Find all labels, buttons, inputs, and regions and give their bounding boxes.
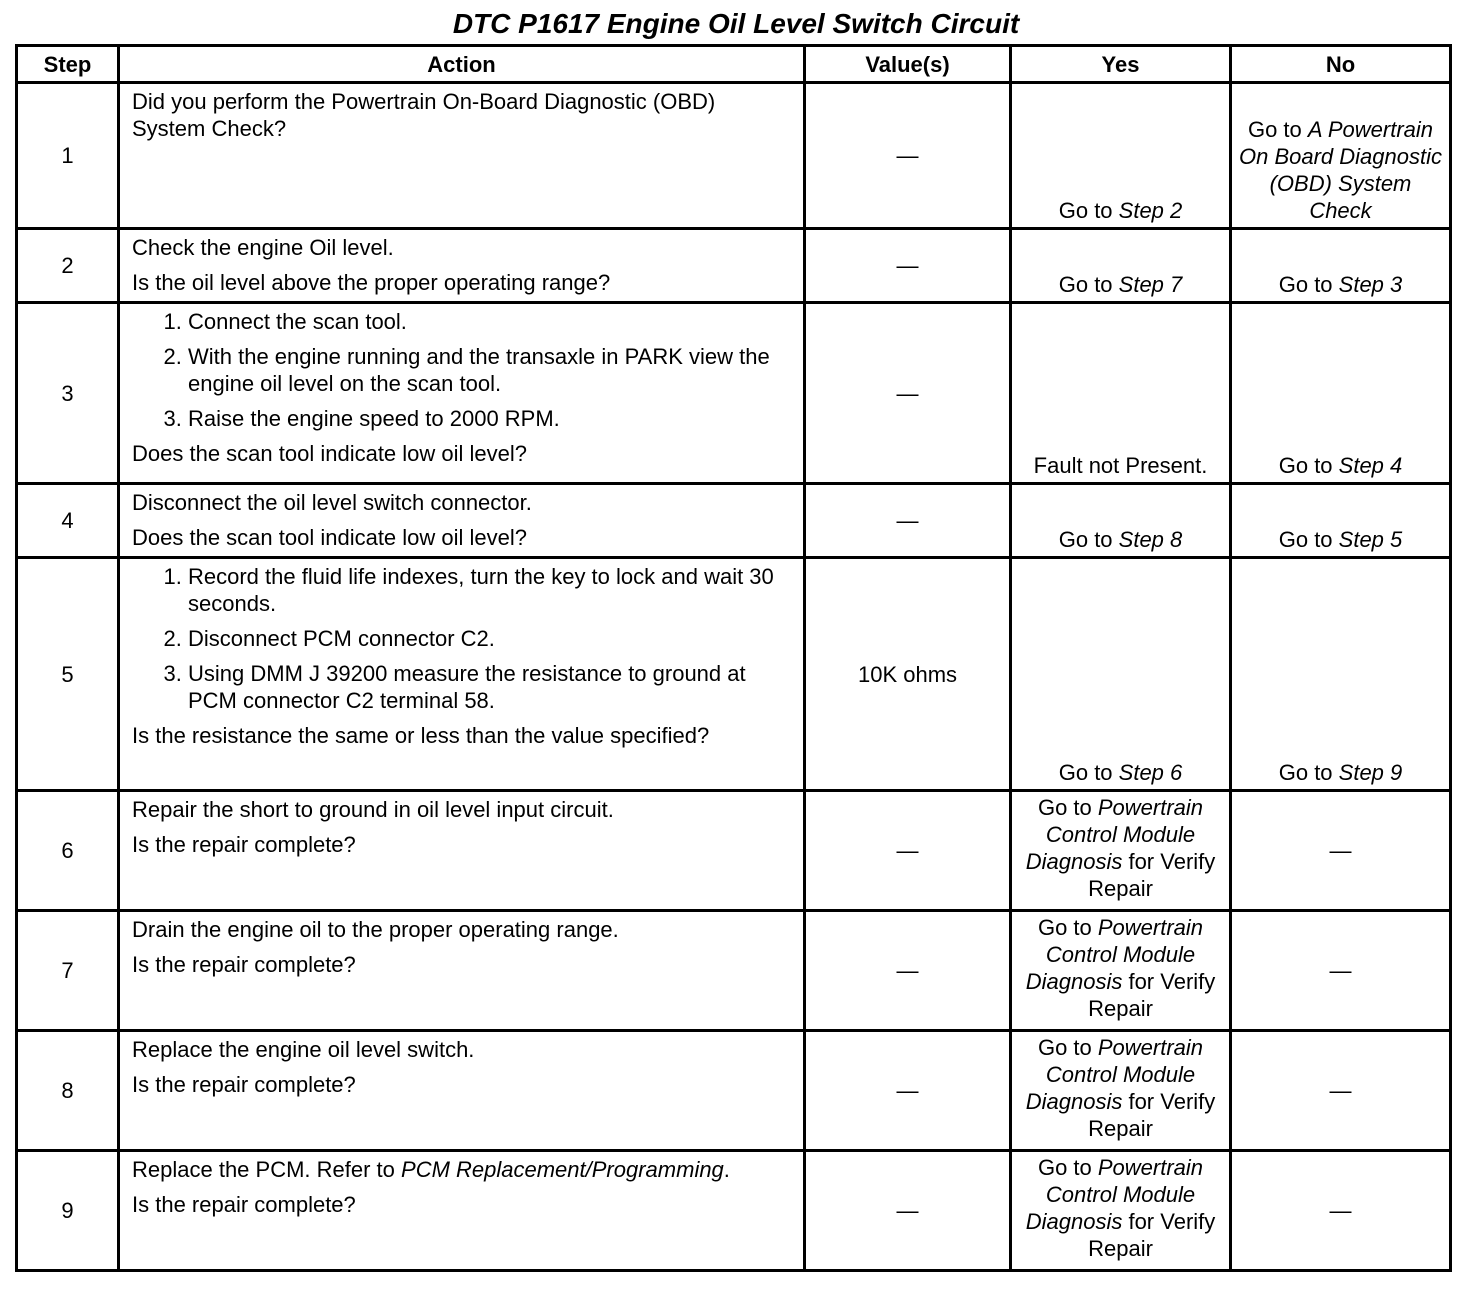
no-cell: —: [1231, 791, 1451, 911]
action-cell: [119, 558, 805, 791]
substep-item: 3. Using DMM J 39200 measure the resistance to ground at PCM connector C2 terminal 58.: [188, 660, 791, 714]
substep-list: [132, 563, 791, 714]
value-cell: —: [805, 303, 1011, 484]
action-question: Did you perform the Powertrain On-Board Diagnostic (OBD) System Check?: [132, 89, 716, 141]
action-question: Is the oil level above the proper operating range?: [132, 270, 611, 295]
yes-suffix: for Verify Repair: [1088, 969, 1216, 1021]
yes-link-pcm-diagnosis[interactable]: Powertrain Control Module Diagnosis: [1025, 1155, 1204, 1234]
action-instruction: [132, 1156, 791, 1183]
no-link-step-9[interactable]: Step 9: [1338, 760, 1403, 785]
yes-prefix: Go to: [1058, 198, 1119, 223]
action-cell: [119, 1151, 805, 1271]
substep-list: [132, 308, 791, 432]
pcm-replacement-link[interactable]: PCM Replacement/Programming: [401, 1157, 724, 1182]
yes-prefix: Go to: [1058, 760, 1119, 785]
header-values: Value(s): [805, 46, 1011, 83]
value-cell: —: [805, 911, 1011, 1031]
yes-link-step-2[interactable]: Step 2: [1118, 198, 1183, 223]
step-number: 9: [17, 1151, 119, 1271]
yes-cell: [1011, 229, 1231, 303]
header-row: [17, 46, 1451, 83]
action-instruction: Disconnect the oil level switch connector.: [132, 490, 532, 515]
table-row: [17, 911, 1451, 1031]
action-cell: [119, 229, 805, 303]
yes-link-step-8[interactable]: Step 8: [1118, 527, 1183, 552]
header-action: Action: [119, 46, 805, 83]
table-row: [17, 229, 1451, 303]
yes-prefix: Go to: [1037, 1035, 1098, 1060]
no-cell: —: [1231, 911, 1451, 1031]
yes-link-pcm-diagnosis[interactable]: Powertrain Control Module Diagnosis: [1025, 1035, 1204, 1114]
step-number: 8: [17, 1031, 119, 1151]
yes-prefix: Go to: [1058, 527, 1119, 552]
action-cell: [119, 911, 805, 1031]
action-cell: [119, 484, 805, 558]
table-row: [17, 791, 1451, 911]
yes-cell: [1011, 558, 1231, 791]
no-link-step-5[interactable]: Step 5: [1338, 527, 1403, 552]
value-cell: —: [805, 1031, 1011, 1151]
no-prefix: Go to: [1278, 272, 1339, 297]
yes-link-pcm-diagnosis[interactable]: Powertrain Control Module Diagnosis: [1025, 795, 1204, 874]
substep-item: 2. With the engine running and the transaxle in PARK view the engine oil level on the scan tool.: [188, 343, 791, 397]
no-cell: —: [1231, 1151, 1451, 1271]
instruction-prefix: Replace the PCM. Refer to: [132, 1157, 402, 1182]
no-cell: [1231, 558, 1451, 791]
yes-prefix: Go to: [1037, 915, 1098, 940]
no-prefix: Go to: [1278, 760, 1339, 785]
value-cell: —: [805, 229, 1011, 303]
action-cell: [119, 791, 805, 911]
table-row: [17, 484, 1451, 558]
yes-suffix: for Verify Repair: [1088, 849, 1216, 901]
no-cell: [1231, 484, 1451, 558]
table-row: [17, 1151, 1451, 1271]
document-title: DTC P1617 Engine Oil Level Switch Circuit: [452, 8, 1020, 39]
yes-link-step-7[interactable]: Step 7: [1118, 272, 1183, 297]
table-row: [17, 1031, 1451, 1151]
action-cell: [119, 1031, 805, 1151]
step-number: 6: [17, 791, 119, 911]
header-no: No: [1231, 46, 1451, 83]
substep-item: 1. Record the fluid life indexes, turn the key to lock and wait 30 seconds.: [188, 563, 791, 617]
value-cell: —: [805, 791, 1011, 911]
no-cell: [1231, 229, 1451, 303]
action-question: Is the repair complete?: [132, 1072, 356, 1097]
no-link-step-3[interactable]: Step 3: [1338, 272, 1403, 297]
table-row: [17, 83, 1451, 229]
yes-cell: [1011, 484, 1231, 558]
value-cell: 10K ohms: [805, 558, 1011, 791]
yes-cell: [1011, 1151, 1231, 1271]
no-link-obd-system-check[interactable]: A Powertrain On Board Diagnostic (OBD) System Check: [1239, 117, 1442, 223]
yes-cell: [1011, 83, 1231, 229]
no-prefix: Go to: [1278, 453, 1339, 478]
yes-link-step-6[interactable]: Step 6: [1118, 760, 1183, 785]
action-instruction: Check the engine Oil level.: [132, 235, 394, 260]
step-number: 3: [17, 303, 119, 484]
action-cell: [119, 303, 805, 484]
value-cell: —: [805, 484, 1011, 558]
yes-suffix: for Verify Repair: [1088, 1089, 1216, 1141]
action-question: Is the repair complete?: [132, 1192, 356, 1217]
action-question: Is the repair complete?: [132, 832, 356, 857]
yes-cell: [1011, 1031, 1231, 1151]
diagnostic-table: [15, 44, 1452, 1272]
action-instruction: Replace the engine oil level switch.: [132, 1037, 475, 1062]
value-cell: —: [805, 1151, 1011, 1271]
substep-item: 1. Connect the scan tool.: [188, 308, 791, 335]
no-cell: —: [1231, 1031, 1451, 1151]
yes-cell: [1011, 791, 1231, 911]
yes-prefix: Go to: [1037, 795, 1098, 820]
action-instruction: Repair the short to ground in oil level input circuit.: [132, 797, 614, 822]
yes-link-pcm-diagnosis[interactable]: Powertrain Control Module Diagnosis: [1025, 915, 1204, 994]
yes-prefix: Go to: [1037, 1155, 1098, 1180]
action-question: Does the scan tool indicate low oil level?: [132, 441, 528, 466]
step-number: 4: [17, 484, 119, 558]
no-cell: [1231, 83, 1451, 229]
action-instruction: Drain the engine oil to the proper operating range.: [132, 917, 619, 942]
action-question: Does the scan tool indicate low oil level?: [132, 525, 528, 550]
yes-prefix: Go to: [1058, 272, 1119, 297]
substep-item: 3. Raise the engine speed to 2000 RPM.: [188, 405, 791, 432]
yes-suffix: for Verify Repair: [1088, 1209, 1216, 1261]
yes-cell: [1011, 911, 1231, 1031]
table-row: [17, 558, 1451, 791]
no-cell: [1231, 303, 1451, 484]
action-question: Is the resistance the same or less than the value specified?: [132, 723, 710, 748]
action-cell: [119, 83, 805, 229]
header-step: Step: [17, 46, 119, 83]
substep-item: 2. Disconnect PCM connector C2.: [188, 625, 791, 652]
action-question: Is the repair complete?: [132, 952, 356, 977]
step-number: 1: [17, 83, 119, 229]
no-link-step-4[interactable]: Step 4: [1338, 453, 1403, 478]
step-number: 2: [17, 229, 119, 303]
value-cell: —: [805, 83, 1011, 229]
no-prefix: Go to: [1278, 527, 1339, 552]
step-number: 5: [17, 558, 119, 791]
header-yes: Yes: [1011, 46, 1231, 83]
step-number: 7: [17, 911, 119, 1031]
instruction-suffix: .: [723, 1157, 730, 1182]
no-prefix: Go to: [1247, 117, 1308, 142]
yes-cell: Fault not Present.: [1011, 303, 1231, 484]
table-row: [17, 303, 1451, 484]
